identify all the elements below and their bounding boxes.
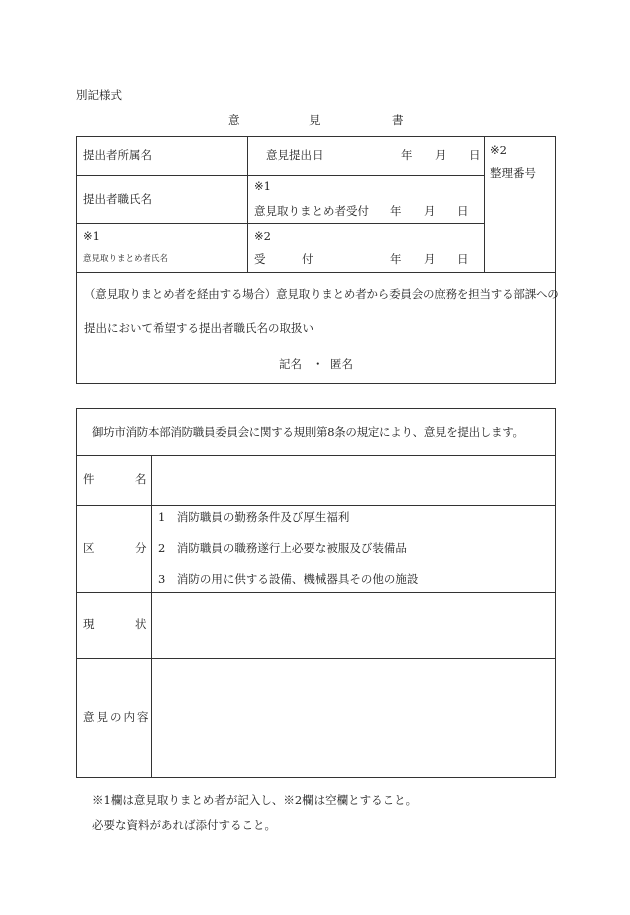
receipt-char-2: 付 [302,252,314,266]
body-table-divider [76,505,556,506]
mark-2: ※2 [490,143,507,157]
submitter-dept-label: 提出者所属名 [83,148,152,162]
coordinator-received-label: 意見取りまとめ者受付 [254,204,369,218]
option-separator: ・ [312,357,324,371]
category-label-char-2: 分 [135,541,147,555]
registration-no-label: 整理番号 [490,166,536,180]
header-table-divider [484,136,485,272]
receipt-month: 月 [424,252,436,266]
receipt-mark: ※2 [254,229,271,243]
title-char-2: 見 [309,113,321,127]
note: 必要な資料があれば添付すること。 [92,818,276,832]
category-item: 1 消防職員の勤務条件及び厚生福利 [158,510,350,524]
mark-1: ※1 [254,179,271,193]
opinion-label: 意見の内容 [83,710,151,724]
submission-day: 日 [469,148,481,162]
note: ※1欄は意見取りまとめ者が記入し、※2欄は空欄とすること。 [92,793,418,807]
receipt-char-1: 受 [254,252,266,266]
notice-line-1: （意見取りまとめ者を経由する場合）意見取りまとめ者から委員会の庶務を担当する部課への [84,287,559,301]
coordinator-name-label: 意見取りまとめ者氏名 [83,254,169,264]
submitter-name-label: 提出者職氏名 [83,192,152,206]
body-table-divider [76,592,556,593]
statement: 御坊市消防本部消防職員委員会に関する規則第8条の規定により、意見を提出します。 [92,425,524,439]
subject-label-char-2: 名 [135,472,147,486]
subject-label-char-1: 件 [83,472,95,486]
body-table-divider [76,658,556,659]
category-item: 2 消防職員の職務遂行上必要な被服及び装備品 [158,541,407,555]
received-year: 年 [390,204,402,218]
notice-line-2: 提出において希望する提出者職氏名の取扱い [84,321,314,335]
receipt-day: 日 [457,252,469,266]
received-day: 日 [457,204,469,218]
coordinator-name-mark: ※1 [83,229,100,243]
option-anonymous: 匿名 [330,357,353,371]
submission-month: 月 [435,148,447,162]
body-table-divider [151,455,152,778]
received-month: 月 [424,204,436,218]
header-table-divider [76,272,556,273]
status-label-char-1: 現 [83,617,95,631]
status-label-char-2: 状 [135,617,147,631]
title-char-3: 書 [392,113,404,127]
category-item: 3 消防の用に供する設備、機械器具その他の施設 [158,572,419,586]
header-table-divider [76,175,484,176]
option-named: 記名 [279,357,302,371]
submission-date-label: 意見提出日 [266,148,324,162]
form-label: 別記様式 [76,88,122,102]
receipt-year: 年 [390,252,402,266]
header-table-divider [76,223,484,224]
category-label-char-1: 区 [83,541,95,555]
body-table-divider [76,455,556,456]
header-table-divider [247,136,248,272]
submission-year: 年 [401,148,413,162]
title-char-1: 意 [228,113,240,127]
